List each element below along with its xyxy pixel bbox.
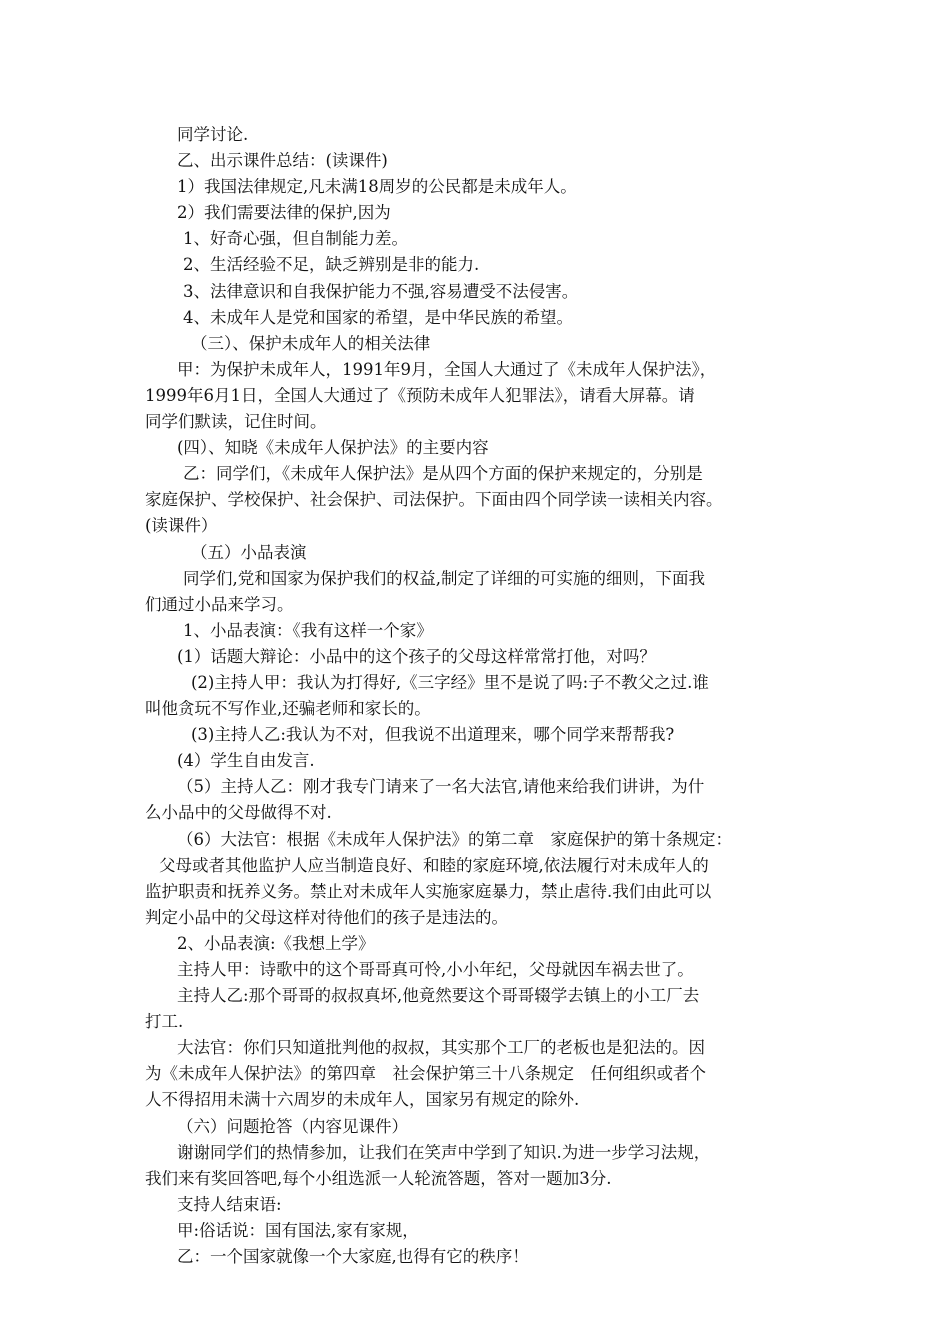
section-heading: （六）问题抢答（内容见课件） bbox=[177, 1116, 408, 1136]
text-line: 支持人结束语: bbox=[177, 1194, 282, 1214]
text-line: 父母或者其他监护人应当制造良好、和睦的家庭环境,依法履行对未成年人的 bbox=[159, 855, 709, 875]
text-line: 同学讨论. bbox=[177, 125, 249, 144]
text-line: 我们来有奖回答吧,每个小组选派一人轮流答题，答对一题加3分. bbox=[145, 1168, 612, 1188]
text-line: 叫他贪玩不写作业,还骗老师和家长的。 bbox=[145, 699, 431, 719]
text-line: (3)主持人乙:我认为不对，但我说不出道理来，哪个同学来帮帮我? bbox=[191, 725, 675, 745]
text-line: (4）学生自由发言. bbox=[177, 751, 315, 771]
document-body bbox=[145, 122, 825, 1270]
text-line: （5）主持人乙：刚才我专门请来了一名大法官,请他来给我们讲讲，为什 bbox=[177, 777, 705, 797]
text-line: (读课件） bbox=[145, 516, 218, 536]
text-line: 同学们默读，记住时间。 bbox=[145, 412, 327, 432]
text-line: 4、未成年人是党和国家的希望，是中华民族的希望。 bbox=[183, 307, 573, 327]
text-line: 家庭保护、学校保护、社会保护、司法保护。下面由四个同学读一读相关内容。 bbox=[145, 490, 723, 510]
section-heading: (四）、知晓《未成年人保护法》的主要内容 bbox=[177, 438, 489, 458]
text-line: 3、法律意识和自我保护能力不强,容易遭受不法侵害。 bbox=[183, 281, 579, 301]
text-line: 打工. bbox=[145, 1012, 184, 1032]
text-line: 2、生活经验不足，缺乏辨别是非的能力. bbox=[183, 255, 480, 275]
text-line: 乙、出示课件总结：(读课件) bbox=[177, 151, 388, 171]
text-line: 判定小品中的父母这样对待他们的孩子是违法的。 bbox=[145, 907, 508, 927]
text-line: 人不得招用未满十六周岁的未成年人，国家另有规定的除外. bbox=[145, 1090, 580, 1110]
text-line: 1999年6月1日，全国人大通过了《预防未成年人犯罪法》，请看大屏幕。请 bbox=[145, 385, 695, 405]
text-line: 谢谢同学们的热情参加，让我们在笑声中学到了知识.为进一步学习法规， bbox=[177, 1142, 711, 1162]
text-line: 乙：一个国家就像一个大家庭,也得有它的秩序！ bbox=[177, 1247, 529, 1267]
text-line: (2)主持人甲：我认为打得好,《三字经》里不是说了吗:子不教父之过.谁 bbox=[191, 672, 709, 692]
section-heading: （三）、保护未成年人的相关法律 bbox=[191, 333, 431, 353]
text-line: 1、小品表演：《我有这样一个家》 bbox=[183, 620, 433, 640]
text-line: 乙：同学们，《未成年人保护法》是从四个方面的保护来规定的，分别是 bbox=[183, 464, 703, 484]
text-line: 为《未成年人保护法》的第四章 社会保护第三十八条规定 任何组织或者个 bbox=[145, 1064, 706, 1084]
text-line: 2、小品表演:《我想上学》 bbox=[177, 933, 375, 953]
text-line: 主持人甲：诗歌中的这个哥哥真可怜,小小年纪，父母就因车祸去世了。 bbox=[177, 960, 694, 979]
text-line: （6）大法官：根据《未成年人保护法》的第二章 家庭保护的第十条规定： bbox=[177, 829, 732, 849]
text-line: 甲:俗话说：国有国法,家有家规， bbox=[177, 1220, 419, 1240]
text-line: 主持人乙:那个哥哥的叔叔真坏,他竟然要这个哥哥辍学去镇上的小工厂去 bbox=[177, 986, 700, 1006]
text-line: 么小品中的父母做得不对. bbox=[145, 803, 332, 823]
text-line: 监护职责和抚养义务。禁止对未成年人实施家庭暴力，禁止虐待.我们由此可以 bbox=[145, 881, 712, 901]
text-line: 1、好奇心强，但自制能力差。 bbox=[183, 229, 408, 249]
text-line: 甲：为保护未成年人，1991年9月，全国人大通过了《未成年人保护法》， bbox=[177, 359, 717, 379]
text-line: 1）我国法律规定,凡未满18周岁的公民都是未成年人。 bbox=[177, 177, 577, 197]
text-line: 2）我们需要法律的保护,因为 bbox=[177, 203, 391, 223]
text-line: 们通过小品来学习。 bbox=[145, 594, 294, 614]
text-line: 同学们,党和国家为保护我们的权益,制定了详细的可实施的细则，下面我 bbox=[183, 568, 705, 588]
text-line: 大法官：你们只知道批判他的叔叔，其实那个工厂的老板也是犯法的。因 bbox=[177, 1038, 705, 1058]
section-heading: （五）小品表演 bbox=[191, 542, 307, 562]
text-line: (1）话题大辩论：小品中的这个孩子的父母这样常常打他，对吗？ bbox=[177, 646, 656, 666]
